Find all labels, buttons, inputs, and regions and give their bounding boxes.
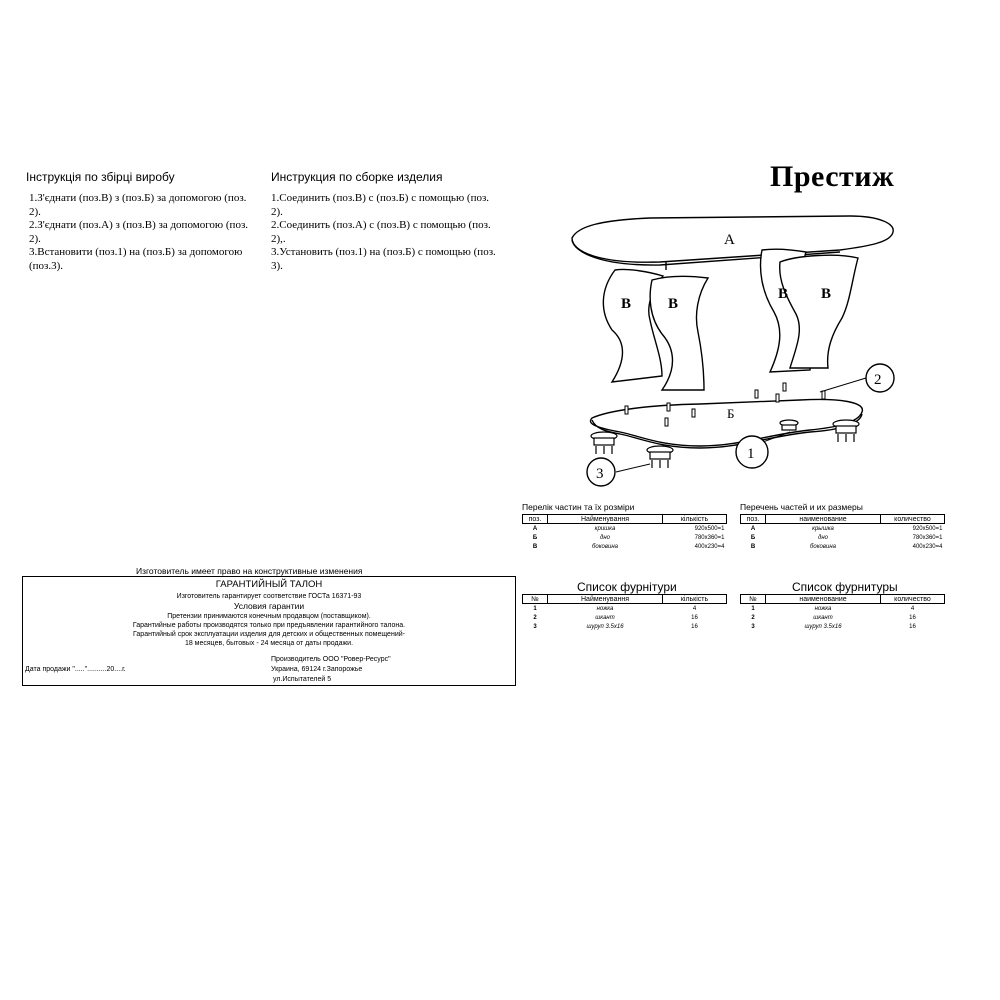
table-header: поз.	[523, 515, 548, 524]
warranty-line: Претензии принимаются конечным продавцом (поставщиком).	[167, 613, 371, 620]
table-row: А крышка 920х500=1	[750, 525, 943, 532]
instructions-ru-title: Инструкция по сборке изделия	[271, 170, 443, 184]
label-v: В	[668, 296, 679, 312]
instruction-ru-line: 3).	[271, 259, 283, 272]
parts-ua-table	[522, 514, 727, 551]
table-row: В боковина 400х230=4	[532, 543, 725, 550]
instruction-ua-line: 1.З'єднати (поз.В) з (поз.Б) за допомогою (поз.	[29, 192, 247, 204]
callout-2: 2	[874, 372, 882, 388]
instructions-ua-steps	[29, 192, 248, 273]
table-row: 1 ножка 4	[533, 605, 697, 612]
label-v: В	[821, 286, 832, 302]
assembly-drawing	[560, 205, 900, 490]
table-row: Б дно 780х360=1	[750, 534, 943, 541]
instruction-ua-line: 2.З'єднати (поз.А) з (поз.В) за допомогою (поз.	[29, 219, 249, 231]
table-header: кількість	[663, 595, 727, 604]
parts-ru-title: Перечень частей и их размеры	[740, 502, 863, 512]
table-row: В боковина 400х230=4	[750, 543, 943, 550]
table-header: Найменування	[548, 595, 663, 604]
parts-ru-table	[740, 514, 945, 551]
table-header: количество	[881, 515, 945, 524]
instruction-ua-line: 3.Встановити (поз.1) на (поз.Б) за допомогою	[29, 246, 243, 258]
instruction-ua-line: 2).	[29, 232, 41, 245]
constructive-changes-notice: Изготовитель имеет право на конструктивные изменения	[136, 566, 363, 576]
fittings-ru-table	[740, 594, 945, 631]
fittings-ua-title: Список фурнітури	[577, 580, 677, 594]
warranty-line: Гарантийный срок эксплуатации изделия для детских и общественных помещений-	[133, 631, 405, 638]
label-v: В	[778, 286, 789, 302]
warranty-title: ГАРАНТИЙНЫЙ ТАЛОН	[215, 579, 323, 590]
table-header: наименование	[766, 515, 881, 524]
sale-date: Дата продажи "....."..........20....г.	[25, 666, 126, 673]
table-row: 1 ножка 4	[751, 605, 915, 612]
table-row: 3 шуруп 3.5х16 16	[751, 623, 916, 630]
instruction-ru-line: 1.Соединить (поз.В) с (поз.Б) с помощью (поз.	[271, 192, 490, 204]
table-row: 3 шуруп 3.5х16 16	[533, 623, 698, 630]
table-row: Б дно 780х360=1	[532, 534, 725, 541]
instruction-ru-line: 2),.	[271, 232, 286, 245]
label-a: А	[724, 232, 735, 248]
label-v: В	[621, 296, 632, 312]
table-header: №	[741, 595, 766, 604]
table-header: количество	[881, 595, 945, 604]
table-header: поз.	[741, 515, 766, 524]
parts-ua-title: Перелік частин та їх розміри	[522, 502, 635, 512]
manufacturer-name: Производитель ООО "Ровер-Ресурс"	[271, 656, 391, 663]
fittings-ru-title: Список фурнитуры	[792, 580, 898, 594]
label-b: Б	[727, 406, 735, 421]
table-header: кількість	[663, 515, 727, 524]
table-row: 2 шкант 16	[751, 614, 916, 621]
warranty-conditions-title: Условия гарантии	[233, 601, 305, 611]
instruction-ru-line: 2.Соединить (поз.А) с (поз.В) с помощью (поз.	[271, 219, 491, 231]
warranty-line: 18 месяцев, бытовых - 24 месяца от даты продажи.	[184, 640, 354, 647]
fittings-ua-table	[522, 594, 727, 631]
brand-title: Престиж	[770, 160, 895, 193]
table-header: наименование	[766, 595, 881, 604]
warranty-gost: Изготовитель гарантирует соответствие ГОСТа 16371-93	[176, 593, 362, 600]
table-row: 2 шкант 16	[533, 614, 698, 621]
manufacturer-address: Украина, 69124 г.Запорожье	[271, 666, 363, 673]
callout-1: 1	[747, 446, 755, 462]
instruction-ru-line: 3.Установить (поз.1) на (поз.Б) с помощью (поз.	[271, 246, 496, 258]
warranty-card	[22, 576, 516, 686]
table-header: №	[523, 595, 548, 604]
instruction-ru-line: 2).	[271, 205, 283, 218]
instruction-ua-line: 2).	[29, 205, 41, 218]
manufacturer-street: ул.Испытателей 5	[273, 676, 332, 683]
instruction-ua-line: (поз.3).	[29, 259, 64, 272]
table-row: А кришка 920х500=1	[532, 525, 725, 532]
warranty-line: Гарантийные работы производятся только при предъявлении гарантийного талона.	[132, 622, 406, 629]
instructions-ua-title: Інструкція по збірці виробу	[26, 170, 175, 184]
callout-3: 3	[596, 466, 604, 482]
instructions-ru-steps	[271, 192, 496, 273]
table-header: Найменування	[548, 515, 663, 524]
